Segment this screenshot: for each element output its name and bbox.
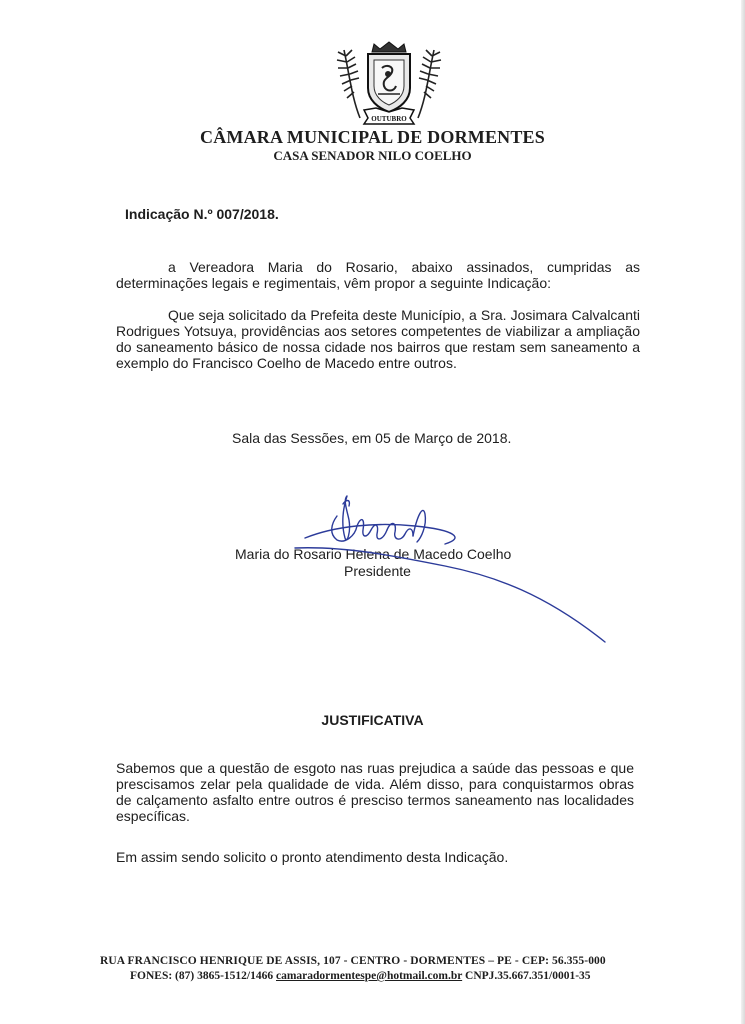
closing-sentence: Em assim sendo solicito o pronto atendimento desta Indicação. xyxy=(116,849,509,865)
signer-name: Maria do Rosario Helena de Macedo Coelho xyxy=(235,546,512,562)
intro-paragraph: a Vereadora Maria do Rosario, abaixo assinados, cumpridas as determinações legais e regimentais, vêm propor a seguinte Indicação: xyxy=(116,259,640,291)
emblem-ribbon-text: OUTUBRO xyxy=(371,115,407,123)
footer-address: RUA FRANCISCO HENRIQUE DE ASSIS, 107 - CENTRO - DORMENTES – PE - CEP: 56.355-000 xyxy=(100,955,606,967)
indication-number: Indicação N.º 007/2018. xyxy=(125,206,279,222)
place-date: Sala das Sessões, em 05 de Março de 2018. xyxy=(232,430,512,446)
handwritten-signature-icon xyxy=(285,486,615,646)
municipal-coat-of-arms-icon xyxy=(330,38,448,128)
page-edge-shadow xyxy=(741,0,745,1024)
footer-email[interactable]: camaradormentespe@hotmail.com.br xyxy=(275,970,463,982)
footer-phones: FONES: (87) 3865-1512/1466 xyxy=(130,970,274,982)
chamber-title: CÂMARA MUNICIPAL DE DORMENTES xyxy=(200,127,545,147)
footer-cnpj: CNPJ.35.667.351/0001-35 xyxy=(465,970,591,982)
justification-title: JUSTIFICATIVA xyxy=(321,712,424,728)
request-paragraph: Que seja solicitado da Prefeita deste Município, a Sra. Josimara Calvalcanti Rodrigues Yotsuya, providências aos setores competentes de viabilizar a ampliação do saneamento básico de nossa cidade nos bairros que restam sem saneamento a exemplo do Francisco Coelho de Macedo entre outros. xyxy=(116,307,640,371)
signer-role: Presidente xyxy=(344,563,411,579)
footer-contact xyxy=(130,970,591,982)
chamber-subtitle: CASA SENADOR NILO COELHO xyxy=(273,148,472,163)
justification-text: Sabemos que a questão de esgoto nas ruas prejudica a saúde das pessoas e que prescisamos zelar pela qualidade de vida. Além disso, para conquistarmos obras de calçamento asfalto entre outros é presciso termos saneamento nas localidades específicas. xyxy=(116,760,634,824)
